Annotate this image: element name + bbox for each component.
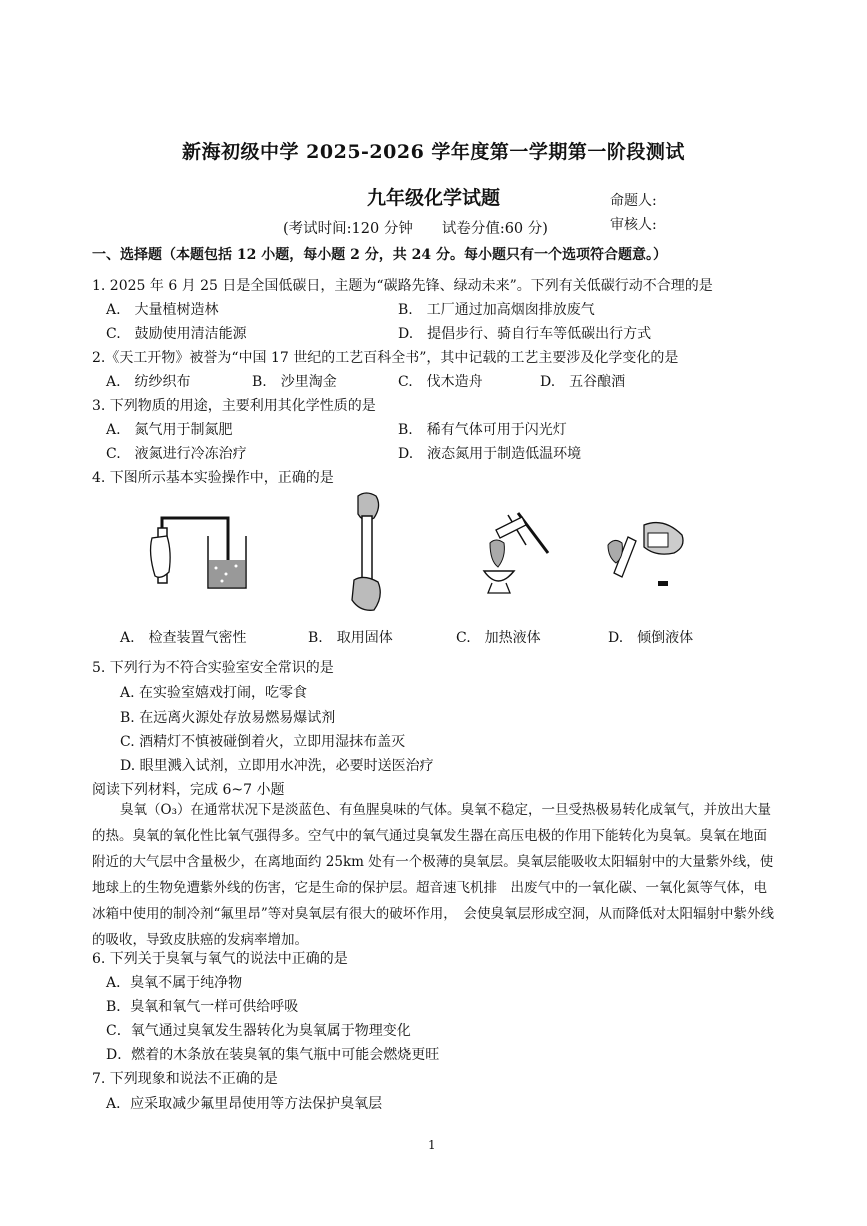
- question-3-option-a: A. 氮气用于制氮肥: [106, 422, 233, 438]
- question-1-option-c: C. 鼓励使用清洁能源: [106, 326, 247, 342]
- question-5-option-b: B. 在远离火源处存放易燃易爆试剂: [120, 710, 336, 726]
- question-5-option-a: A. 在实验室嬉戏打闹，吃零食: [120, 685, 308, 701]
- question-4-option-d: D. 倾倒液体: [608, 630, 694, 646]
- figure-taking-solid: [340, 488, 400, 613]
- question-6-option-a: A．臭氧不属于纯净物: [106, 975, 243, 991]
- setter-label: 命题人:: [610, 193, 657, 209]
- question-3-option-d: D. 液态氮用于制造低温环境: [398, 446, 582, 462]
- exam-subtitle: 九年级化学试题: [366, 187, 500, 209]
- question-4-option-c: C. 加热液体: [456, 630, 541, 646]
- question-4-option-b: B. 取用固体: [308, 630, 393, 646]
- figure-pouring-liquid: [600, 515, 690, 590]
- question-5-option-d: D. 眼里溅入试剂，立即用水冲洗，必要时送医治疗: [120, 758, 434, 774]
- question-3-option-b: B. 稀有气体可用于闪光灯: [398, 422, 567, 438]
- page-number: 1: [428, 1138, 436, 1152]
- question-7-stem: 7. 下列现象和说法不正确的是: [92, 1071, 278, 1087]
- exam-title: 新海初级中学 2025-2026 学年度第一学期第一阶段测试: [182, 141, 685, 163]
- question-2-option-d: D. 五谷酿酒: [540, 374, 626, 390]
- question-1-option-b: B. 工厂通过加高烟囱排放废气: [398, 302, 595, 318]
- question-5-stem: 5. 下列行为不符合实验室安全常识的是: [92, 660, 334, 676]
- question-2-stem: 2.《天工开物》被誉为“中国 17 世纪的工艺百科全书”，其中记载的工艺主要涉及化学变化的是: [92, 350, 679, 366]
- question-1-stem: 1. 2025 年 6 月 25 日是全国低碳日，主题为“碳路先锋、绿动未来”。下列有关低碳行动不合理的是: [92, 278, 713, 294]
- question-2-option-b: B. 沙里淘金: [252, 374, 337, 390]
- question-3-stem: 3. 下列物质的用途，主要利用其化学性质的是: [92, 398, 376, 414]
- section-heading: 一、选择题（本题包括 12 小题，每小题 2 分，共 24 分。每小题只有一个选项符合题意。）: [92, 247, 667, 263]
- question-2-option-a: A. 纺纱织布: [106, 374, 191, 390]
- question-5-option-c: C. 酒精灯不慎被碰倒着火，立即用湿抹布盖灭: [120, 734, 406, 750]
- figure-heating-liquid: [478, 505, 558, 600]
- question-6-option-c: C．氧气通过臭氧发生器转化为臭氧属于物理变化: [106, 1023, 411, 1039]
- question-2-option-c: C. 伐木造舟: [398, 374, 483, 390]
- reviewer-label: 审核人:: [610, 217, 657, 233]
- question-3-option-c: C. 液氮进行冷冻治疗: [106, 446, 247, 462]
- question-7-option-a: A．应采取减少氟里昂使用等方法保护臭氧层: [106, 1096, 383, 1112]
- question-6-stem: 6. 下列关于臭氧与氧气的说法中正确的是: [92, 951, 348, 967]
- reading-passage: 臭氧（O₃）在通常状况下是淡蓝色、有鱼腥臭味的气体。臭氧不稳定，一旦受热极易转化成氧气，并放出大量的热。臭氧的氧化性比氧气强得多。空气中的氧气通过臭氧发生器在高压电极的作用下能转化为臭氧。臭氧在地面附近的大气层中含量极少，在离地面约 25km 处有一个极薄的臭氧层。臭氧层能吸收太阳辐射中的大量紫外线，使地球上的生物免遭紫外线的伤害，它是生命的保护层。超音速飞机排 出废气中的一氧化碳、一氧化氮等气体，电冰箱中使用的制冷剂“氟里昂”等对臭氧层有很大的破坏作用， 会使臭氧层形成空洞，从而降低对太阳辐射中紫外线的吸收，导致皮肤癌的发病率增加。: [92, 802, 775, 948]
- question-6-option-d: D．燃着的木条放在装臭氧的集气瓶中可能会燃烧更旺: [106, 1047, 440, 1063]
- question-4-option-a: A. 检查装置气密性: [120, 630, 247, 646]
- exam-info: (考试时间:120 分钟 试卷分值:60 分): [283, 221, 548, 237]
- figure-airtightness-check: [138, 508, 258, 593]
- question-6-option-b: B．臭氧和氧气一样可供给呼吸: [106, 999, 299, 1015]
- question-1-option-a: A. 大量植树造林: [106, 302, 219, 318]
- question-1-option-d: D. 提倡步行、骑自行车等低碳出行方式: [398, 326, 652, 342]
- question-4-stem: 4. 下图所示基本实验操作中，正确的是: [92, 470, 334, 486]
- reading-intro: 阅读下列材料，完成 6~7 小题: [92, 782, 285, 798]
